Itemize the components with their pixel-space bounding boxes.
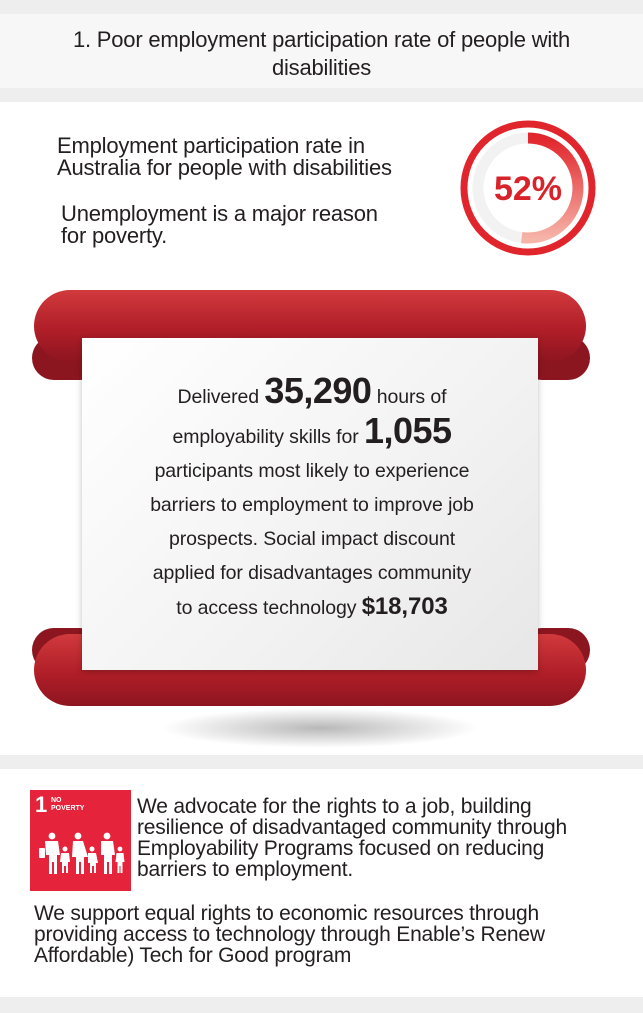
advocacy-p2-line-2: providing access to technology through Enable’s Renew xyxy=(34,923,545,946)
impact-line-7 xyxy=(92,590,532,625)
scroll-shadow xyxy=(160,708,480,748)
bottom-band xyxy=(0,997,643,1013)
skills-for-label: employability skills for xyxy=(172,426,359,448)
advocacy-p2-line-3: Affordable) Tech for Good program xyxy=(34,944,352,967)
participation-value: 52% xyxy=(493,170,563,208)
advocacy-p1-line-3: Employability Programs focused on reducing xyxy=(137,837,545,860)
sdg-number: 1 xyxy=(35,792,48,817)
access-technology-label: to access technology xyxy=(176,597,357,619)
participation-label xyxy=(57,135,392,179)
impact-text xyxy=(92,370,532,625)
impact-scroll xyxy=(30,288,615,748)
poverty-reason-line-1: Unemployment is a major reason xyxy=(61,201,378,226)
participation-label-line-2: Australia for people with disabilities xyxy=(57,155,392,180)
advocacy-p1-line-2: resilience of disadvantaged community through xyxy=(137,816,567,839)
participants-value: 1,055 xyxy=(363,410,452,451)
sdg-label-line-1: NO xyxy=(51,797,62,804)
top-band xyxy=(0,0,643,14)
advocacy-p1-line-4: barriers to employment. xyxy=(137,858,353,881)
sdg-label-line-2: POVERTY xyxy=(51,805,85,812)
advocacy-p2-line-1: We support equal rights to economic resources through xyxy=(34,902,539,925)
hours-of-label: hours of xyxy=(376,386,447,408)
advocacy-paragraph-2 xyxy=(34,903,545,966)
impact-line-3: participants most likely to experience xyxy=(154,460,470,482)
impact-line-1 xyxy=(92,370,532,414)
poverty-reason xyxy=(61,203,378,247)
impact-line-4: barriers to employment to improve job xyxy=(150,494,474,516)
divider-band-top xyxy=(0,88,643,102)
impact-line-2 xyxy=(92,410,532,454)
delivered-label: Delivered xyxy=(177,386,260,408)
family-icon xyxy=(30,790,131,891)
discount-value: $18,703 xyxy=(361,593,448,620)
hours-value: 35,290 xyxy=(264,370,372,411)
poverty-reason-line-2: for poverty. xyxy=(61,223,168,248)
impact-line-5: prospects. Social impact discount xyxy=(168,528,456,550)
section-title-line-2: disabilities xyxy=(271,55,372,80)
participation-label-line-1: Employment participation rate in xyxy=(57,133,365,158)
section-title xyxy=(0,14,643,88)
participation-ring-gauge xyxy=(458,118,598,258)
advocacy-p1-line-1: We advocate for the rights to a job, building xyxy=(137,795,532,818)
impact-line-6: applied for disadvantages community xyxy=(152,562,472,584)
section-title-line-1: 1. Poor employment participation rate of people with xyxy=(72,27,571,52)
sdg-no-poverty-badge xyxy=(30,790,131,891)
divider-band-middle xyxy=(0,755,643,769)
advocacy-paragraph-1 xyxy=(137,796,567,880)
